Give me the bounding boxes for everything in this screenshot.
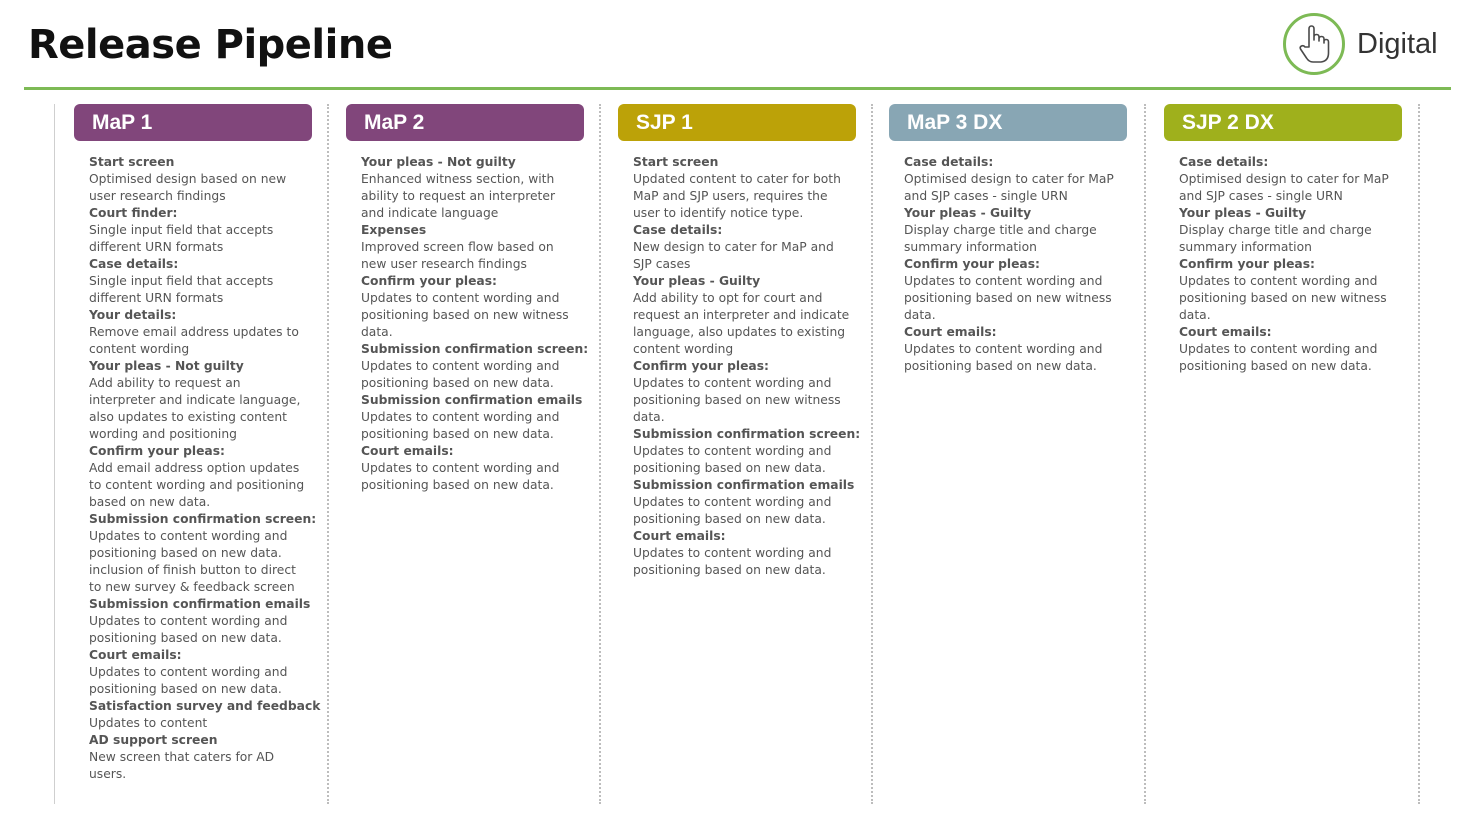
release-item — [89, 698, 321, 732]
item-description: Updates to content wording and positioning based on new data. — [89, 665, 288, 696]
item-heading: Satisfaction survey and feedback — [89, 699, 321, 713]
column-divider — [871, 104, 873, 804]
item-description: Updates to content wording and positioning based on new data. inclusion of finish button to direct to new survey & feedback screen — [89, 529, 296, 594]
item-description: Updates to content wording and positioning based on new witness data. — [904, 274, 1112, 322]
item-description: Updates to content wording and positioning based on new witness data. — [361, 291, 569, 339]
release-item — [1179, 154, 1397, 205]
column-header: SJP 1 — [618, 104, 856, 141]
release-item — [89, 205, 307, 256]
item-description: Add ability to request an interpreter and indicate language, also updates to existing content wording and positioning — [89, 376, 301, 441]
digital-logo — [1283, 9, 1438, 79]
release-item — [89, 358, 307, 443]
item-description: Single input field that accepts different URN formats — [89, 223, 274, 254]
release-item — [361, 222, 579, 273]
item-heading: Court emails: — [89, 648, 182, 662]
item-heading: Submission confirmation emails — [89, 597, 311, 611]
release-item — [1179, 256, 1397, 324]
column-header: MaP 3 DX — [889, 104, 1127, 141]
pipeline-column-map3dx — [889, 104, 1127, 375]
item-description: Display charge title and charge summary information — [1179, 223, 1372, 254]
release-item — [89, 596, 311, 647]
release-item — [361, 154, 579, 222]
release-item — [633, 528, 851, 579]
release-item — [633, 222, 851, 273]
item-description: Add email address option updates to content wording and positioning based on new data. — [89, 461, 305, 509]
release-item — [633, 273, 851, 358]
item-heading: Your pleas - Guilty — [633, 274, 761, 288]
item-heading: Start screen — [89, 155, 175, 169]
item-heading: Confirm your pleas: — [1179, 257, 1315, 271]
item-description: Remove email address updates to content wording — [89, 325, 299, 356]
item-heading: Submission confirmation emails — [633, 478, 855, 492]
pipeline-column-sjp1 — [618, 104, 861, 579]
release-item — [89, 511, 317, 596]
item-heading: Case details: — [89, 257, 179, 271]
item-heading: Court emails: — [361, 444, 454, 458]
release-item — [89, 154, 307, 205]
item-heading: Confirm your pleas: — [89, 444, 225, 458]
release-item — [89, 647, 307, 698]
item-heading: Your pleas - Not guilty — [361, 155, 516, 169]
item-description: Updates to content wording and positioning based on new data. — [633, 495, 832, 526]
release-item — [904, 154, 1122, 205]
item-heading: Court emails: — [633, 529, 726, 543]
item-description: Display charge title and charge summary information — [904, 223, 1097, 254]
item-description: Enhanced witness section, with ability to request an interpreter and indicate language — [361, 172, 555, 220]
item-heading: Confirm your pleas: — [633, 359, 769, 373]
column-header: MaP 1 — [74, 104, 312, 141]
item-description: Updates to content wording and positioning based on new data. — [361, 410, 560, 441]
item-heading: Case details: — [633, 223, 723, 237]
release-item — [1179, 205, 1397, 256]
release-item — [361, 273, 579, 341]
item-description: New design to cater for MaP and SJP cases — [633, 240, 834, 271]
item-heading: Court emails: — [1179, 325, 1272, 339]
item-description: New screen that caters for AD users. — [89, 750, 275, 781]
item-description: Updates to content — [89, 716, 208, 730]
release-item — [633, 358, 851, 426]
release-item — [633, 426, 861, 477]
item-description: Updates to content wording and positioning based on new data. — [633, 546, 832, 577]
item-description: Updates to content wording and positioning based on new data. — [1179, 342, 1378, 373]
column-divider — [54, 104, 55, 804]
item-heading: Expenses — [361, 223, 427, 237]
release-item — [89, 256, 307, 307]
item-heading: Your details: — [89, 308, 177, 322]
item-heading: AD support screen — [89, 733, 218, 747]
item-heading: Court emails: — [904, 325, 997, 339]
release-item — [89, 307, 307, 358]
release-item — [1179, 324, 1397, 375]
item-description: Updates to content wording and positioning based on new data. — [89, 614, 288, 645]
item-description: Add ability to opt for court and request an interpreter and indicate language, also updates to existing content wording — [633, 291, 850, 356]
release-item — [89, 443, 307, 511]
page-title: Release Pipeline — [28, 22, 393, 68]
item-heading: Court finder: — [89, 206, 178, 220]
pointer-hand-icon — [1283, 13, 1345, 75]
item-description: Updates to content wording and positioning based on new witness data. — [633, 376, 841, 424]
column-divider — [1144, 104, 1146, 804]
item-description: Updates to content wording and positioning based on new data. — [361, 359, 560, 390]
title-divider — [24, 87, 1451, 90]
item-description: Optimised design to cater for MaP and SJP cases - single URN — [904, 172, 1114, 203]
release-item — [361, 392, 583, 443]
item-description: Optimised design based on new user research findings — [89, 172, 287, 203]
item-heading: Case details: — [904, 155, 994, 169]
item-description: Updates to content wording and positioning based on new data. — [361, 461, 560, 492]
item-description: Optimised design to cater for MaP and SJP cases - single URN — [1179, 172, 1389, 203]
pipeline-column-sjp2dx — [1164, 104, 1402, 375]
release-item — [904, 256, 1122, 324]
release-item — [633, 477, 855, 528]
release-item — [89, 732, 307, 783]
column-divider — [327, 104, 329, 804]
item-heading: Your pleas - Not guilty — [89, 359, 244, 373]
item-description: Updates to content wording and positioning based on new witness data. — [1179, 274, 1387, 322]
pipeline-column-map1 — [74, 104, 321, 783]
item-heading: Confirm your pleas: — [904, 257, 1040, 271]
item-heading: Start screen — [633, 155, 719, 169]
item-description: Improved screen flow based on new user research findings — [361, 240, 554, 271]
item-heading: Submission confirmation screen: — [633, 427, 861, 441]
item-description: Updated content to cater for both MaP and SJP users, requires the user to identify notice type. — [633, 172, 841, 220]
column-divider — [599, 104, 601, 804]
logo-text: Digital — [1357, 27, 1438, 60]
column-header: SJP 2 DX — [1164, 104, 1402, 141]
release-item — [361, 341, 589, 392]
item-heading: Submission confirmation screen: — [89, 512, 317, 526]
item-heading: Confirm your pleas: — [361, 274, 497, 288]
release-item — [361, 443, 579, 494]
item-heading: Submission confirmation screen: — [361, 342, 589, 356]
release-item — [904, 205, 1122, 256]
pipeline-column-map2 — [346, 104, 589, 494]
column-divider — [1418, 104, 1420, 804]
item-heading: Submission confirmation emails — [361, 393, 583, 407]
item-heading: Your pleas - Guilty — [1179, 206, 1307, 220]
release-item — [633, 154, 851, 222]
item-heading: Case details: — [1179, 155, 1269, 169]
release-item — [904, 324, 1122, 375]
item-heading: Your pleas - Guilty — [904, 206, 1032, 220]
column-header: MaP 2 — [346, 104, 584, 141]
item-description: Updates to content wording and positioning based on new data. — [904, 342, 1103, 373]
item-description: Single input field that accepts different URN formats — [89, 274, 274, 305]
item-description: Updates to content wording and positioning based on new data. — [633, 444, 832, 475]
